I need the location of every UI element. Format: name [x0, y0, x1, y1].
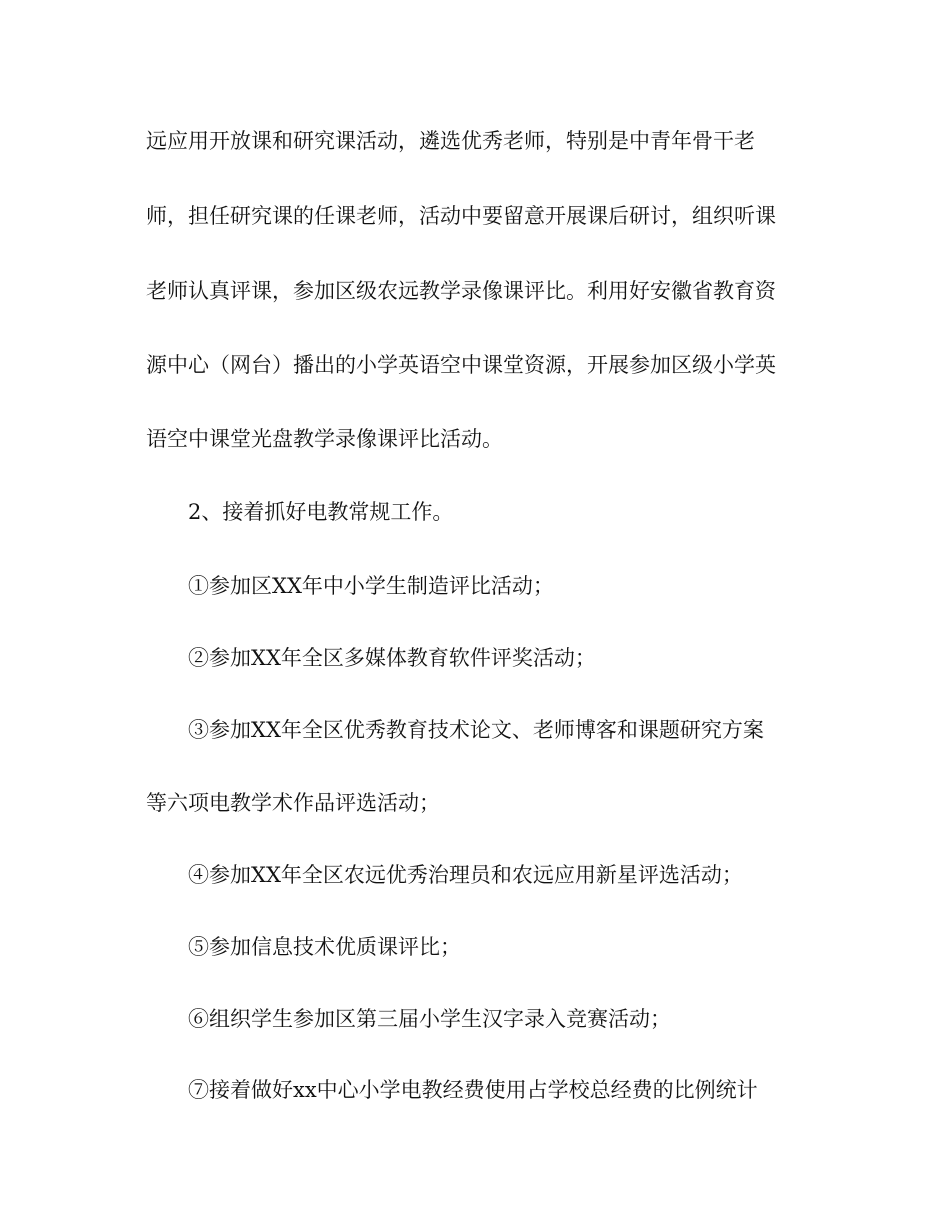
list-item-6: ⑥组织学生参加区第三届小学生汉字录入竞赛活动； — [188, 1007, 671, 1031]
paragraph-line-4: 源中心（网台）播出的小学英语空中课堂资源，开展参加区级小学英 — [146, 353, 776, 377]
paragraph-line-2: 师，担任研究课的任课老师，活动中要留意开展课后研讨，组织听课 — [146, 204, 776, 228]
paragraph-line-1: 远应用开放课和研究课活动，遴选优秀老师，特别是中青年骨干老 — [146, 129, 755, 153]
list-item-5: ⑤参加信息技术优质课评比； — [188, 935, 461, 959]
list-item-3-continued: 等六项电教学术作品评选活动； — [146, 791, 440, 815]
list-item-3: ③参加XX年全区优秀教育技术论文、老师博客和课题研究方案 — [188, 718, 764, 742]
paragraph-line-3: 老师认真评课，参加区级农远教学录像课评比。利用好安徽省教育资 — [146, 279, 776, 303]
paragraph-line-5: 语空中课堂光盘教学录像课评比活动。 — [146, 427, 503, 451]
section-heading: 2、接着抓好电教常规工作。 — [188, 500, 454, 524]
list-item-2: ②参加XX年全区多媒体教育软件评奖活动； — [188, 646, 596, 670]
list-item-4: ④参加XX年全区农远优秀治理员和农远应用新星评选活动； — [188, 863, 743, 887]
list-item-7: ⑦接着做好xx中心小学电教经费使用占学校总经费的比例统计 — [188, 1078, 758, 1102]
list-item-1: ①参加区XX年中小学生制造评比活动； — [188, 574, 554, 598]
